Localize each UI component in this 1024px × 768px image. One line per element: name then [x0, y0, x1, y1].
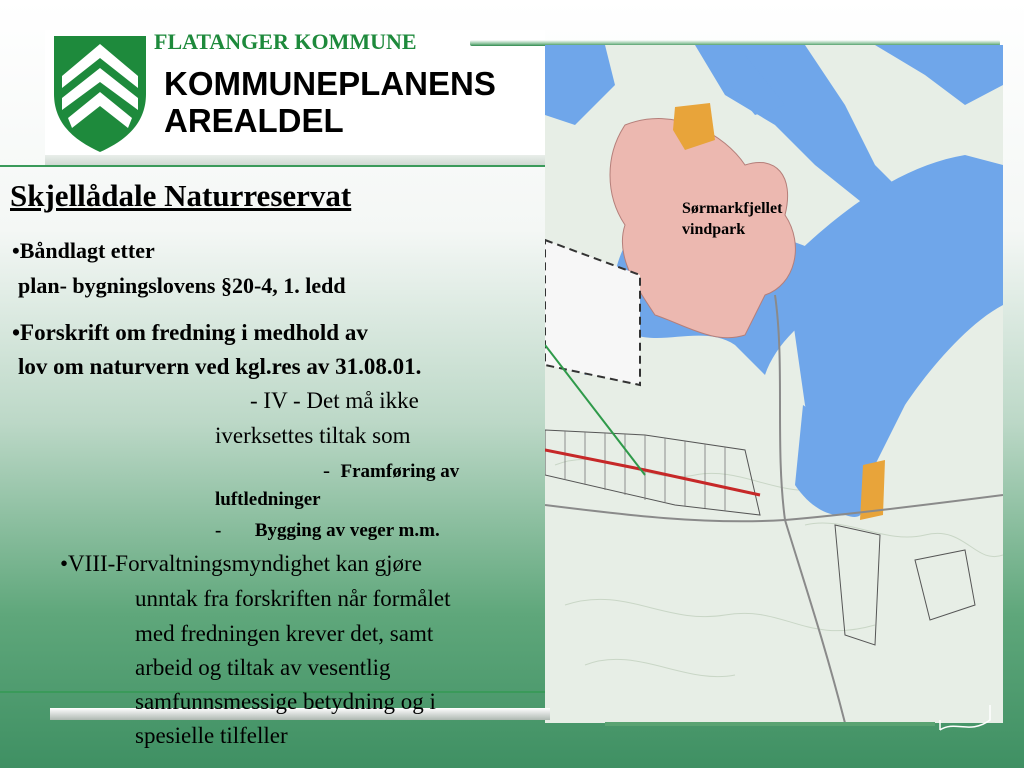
- wind-park-label-line-1: Sørmarkfjellet: [682, 200, 783, 217]
- sub-item-power-lines-text: Framføring av: [340, 461, 460, 482]
- sub-item-power-lines-line-2: luftledninger: [215, 489, 321, 510]
- sub-item-roads: [215, 520, 440, 542]
- map-drawing: [545, 45, 1003, 723]
- section-viii-line-5: samfunnsmessige betydning og i: [135, 689, 436, 714]
- section-viii-line-4: arbeid og tiltak av vesentlig: [135, 655, 391, 680]
- sub-item-power-lines: [323, 458, 459, 483]
- organization-name: FLATANGER KOMMUNE: [150, 30, 421, 54]
- page-corner-icon: [935, 700, 995, 735]
- section-viii-line-1: •VIII-Forvaltningsmyndighet kan gjøre: [60, 551, 422, 576]
- title-line-1: KOMMUNEPLANENS: [164, 65, 496, 102]
- bullet-banned-line-1: •Båndlagt etter: [12, 238, 155, 263]
- section-viii-line-2: unntak fra forskriften når formålet: [135, 586, 451, 611]
- reserve-heading: Skjellådale Naturreservat: [10, 178, 352, 213]
- bullet-regulation-line-1: •Forskrift om fredning i medhold av: [12, 320, 368, 345]
- title-line-2: AREALDEL: [164, 102, 344, 139]
- map-bottom-rule: [605, 722, 935, 726]
- section-iv-line-1: - IV - Det må ikke: [250, 388, 419, 413]
- header-underline: [45, 155, 545, 165]
- page-title: [164, 65, 496, 139]
- wind-park-label-line-2: vindpark: [682, 221, 746, 238]
- section-iv-line-2: iverksettes tiltak som: [215, 423, 411, 448]
- sub-item-dash: -: [215, 520, 222, 541]
- section-viii-line-3: med fredningen krever det, samt: [135, 621, 434, 646]
- section-viii-line-6: spesielle tilfeller: [135, 723, 288, 748]
- municipality-shield-icon: [52, 34, 148, 154]
- map-image: [545, 45, 1003, 723]
- bullet-banned-line-2: plan- bygningslovens §20-4, 1. ledd: [18, 273, 346, 298]
- bullet-regulation-line-2: lov om naturvern ved kgl.res av 31.08.01.: [18, 354, 422, 379]
- wind-park-label: [682, 198, 782, 240]
- sub-item-dash: -: [323, 458, 330, 482]
- sub-item-roads-text: Bygging av veger m.m.: [254, 520, 440, 541]
